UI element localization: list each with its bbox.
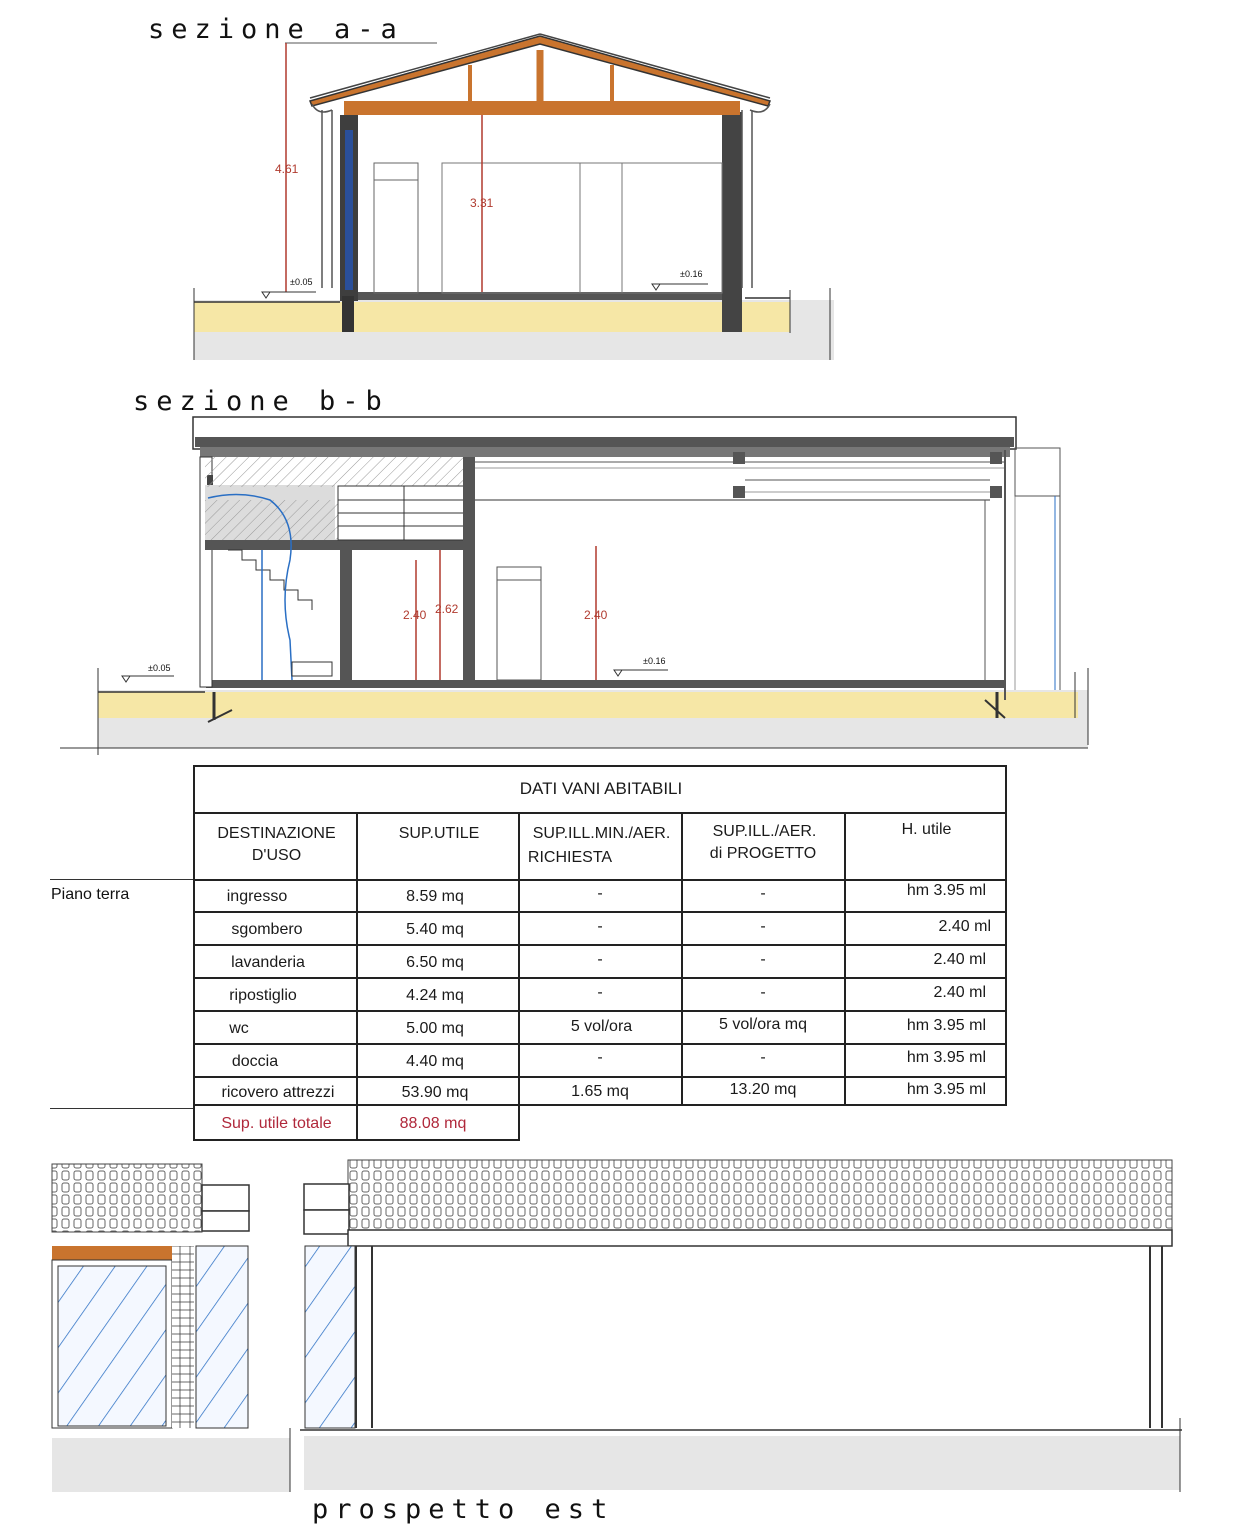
row-h: 2.40 ml bbox=[933, 951, 986, 968]
elevation-title: prospetto est bbox=[312, 1494, 615, 1525]
row-h: hm 3.95 ml bbox=[906, 1017, 986, 1034]
row-name: wc bbox=[229, 1020, 249, 1037]
row-name: lavanderia bbox=[231, 954, 305, 971]
row-area: 4.24 mq bbox=[406, 987, 464, 1004]
row-name: ingresso bbox=[226, 888, 288, 905]
col-line-1 bbox=[356, 812, 358, 1106]
row-area: 53.90 mq bbox=[401, 1084, 469, 1101]
header-sup-min-1: SUP.ILL.MIN./AER. bbox=[532, 825, 671, 842]
row-prog: 13.20 mq bbox=[729, 1081, 797, 1098]
dim-461: 4.61 bbox=[275, 162, 299, 176]
header-h-utile: H. utile bbox=[901, 821, 952, 838]
floor-underline bbox=[50, 1108, 193, 1109]
row-area: 5.40 mq bbox=[406, 921, 464, 938]
row-prog: 5 vol/ora mq bbox=[718, 1016, 808, 1033]
room-data-table bbox=[193, 765, 1007, 1106]
header-destinazione: D'USO bbox=[251, 847, 302, 864]
row-name: doccia bbox=[231, 1053, 279, 1070]
row-h: 2.40 ml bbox=[933, 984, 986, 1001]
row-line bbox=[195, 944, 1007, 946]
elevation-drawing bbox=[0, 1158, 1246, 1498]
row-line bbox=[195, 1043, 1007, 1045]
table-divider bbox=[195, 812, 1007, 814]
section-aa-drawing bbox=[0, 0, 1246, 380]
header-destinazione-line1: DESTINAZIONE bbox=[217, 825, 336, 842]
level-aa-right: ±0.16 bbox=[680, 269, 703, 279]
section-bb-title: sezione b-b bbox=[133, 386, 389, 417]
section-bb-drawing bbox=[0, 400, 1246, 760]
row-min: 5 vol/ora bbox=[570, 1018, 633, 1035]
row-min: - bbox=[597, 951, 603, 968]
row-name: ricovero attrezzi bbox=[221, 1084, 335, 1101]
level-aa-left: ±0.05 bbox=[290, 277, 313, 287]
dim-262: 2.62 bbox=[435, 602, 459, 616]
row-line bbox=[195, 1010, 1007, 1012]
row-h: hm 3.95 ml bbox=[906, 1081, 986, 1098]
row-area: 6.50 mq bbox=[406, 954, 464, 971]
row-area: 8.59 mq bbox=[406, 888, 464, 905]
row-line bbox=[195, 977, 1007, 979]
row-min: - bbox=[597, 1049, 603, 1066]
row-prog: - bbox=[760, 885, 766, 902]
level-bb-left: ±0.05 bbox=[148, 663, 171, 673]
table-title: DATI VANI ABITABILI bbox=[519, 779, 683, 798]
section-aa-title: sezione a-a bbox=[148, 14, 404, 45]
header-sup-utile: SUP.UTILE bbox=[398, 825, 480, 842]
row-prog: - bbox=[760, 918, 766, 935]
total-row bbox=[193, 1104, 520, 1141]
row-min: - bbox=[597, 984, 603, 1001]
total-label: Sup. utile totale bbox=[221, 1115, 332, 1132]
dim-240-a: 2.40 bbox=[403, 608, 427, 622]
floor-label: Piano terra bbox=[51, 886, 130, 903]
floor-topline bbox=[50, 879, 193, 880]
row-prog: - bbox=[760, 951, 766, 968]
row-min: - bbox=[597, 918, 603, 935]
row-line bbox=[195, 911, 1007, 913]
header-sup-prog-2: di PROGETTO bbox=[709, 845, 817, 862]
row-area: 5.00 mq bbox=[406, 1020, 464, 1037]
dim-240-c: 2.40 bbox=[584, 608, 608, 622]
row-line bbox=[195, 1076, 1007, 1078]
row-name: sgombero bbox=[231, 921, 303, 938]
row-h: hm 3.95 ml bbox=[906, 882, 986, 899]
row-min: 1.65 mq bbox=[571, 1083, 629, 1100]
row-prog: - bbox=[760, 1049, 766, 1066]
header-sup-prog-1: SUP.ILL./AER. bbox=[712, 823, 817, 840]
row-min: - bbox=[597, 885, 603, 902]
dim-331: 3.31 bbox=[470, 196, 494, 210]
row-area: 4.40 mq bbox=[406, 1053, 464, 1070]
level-bb-right: ±0.16 bbox=[643, 656, 666, 666]
total-value: 88.08 mq bbox=[399, 1115, 467, 1132]
row-h: 2.40 ml bbox=[938, 918, 991, 935]
header-sup-min-2: RICHIESTA bbox=[527, 849, 613, 866]
header-divider bbox=[195, 879, 1007, 881]
row-prog: - bbox=[760, 984, 766, 1001]
row-h: hm 3.95 ml bbox=[906, 1049, 986, 1066]
row-name: ripostiglio bbox=[229, 987, 297, 1004]
